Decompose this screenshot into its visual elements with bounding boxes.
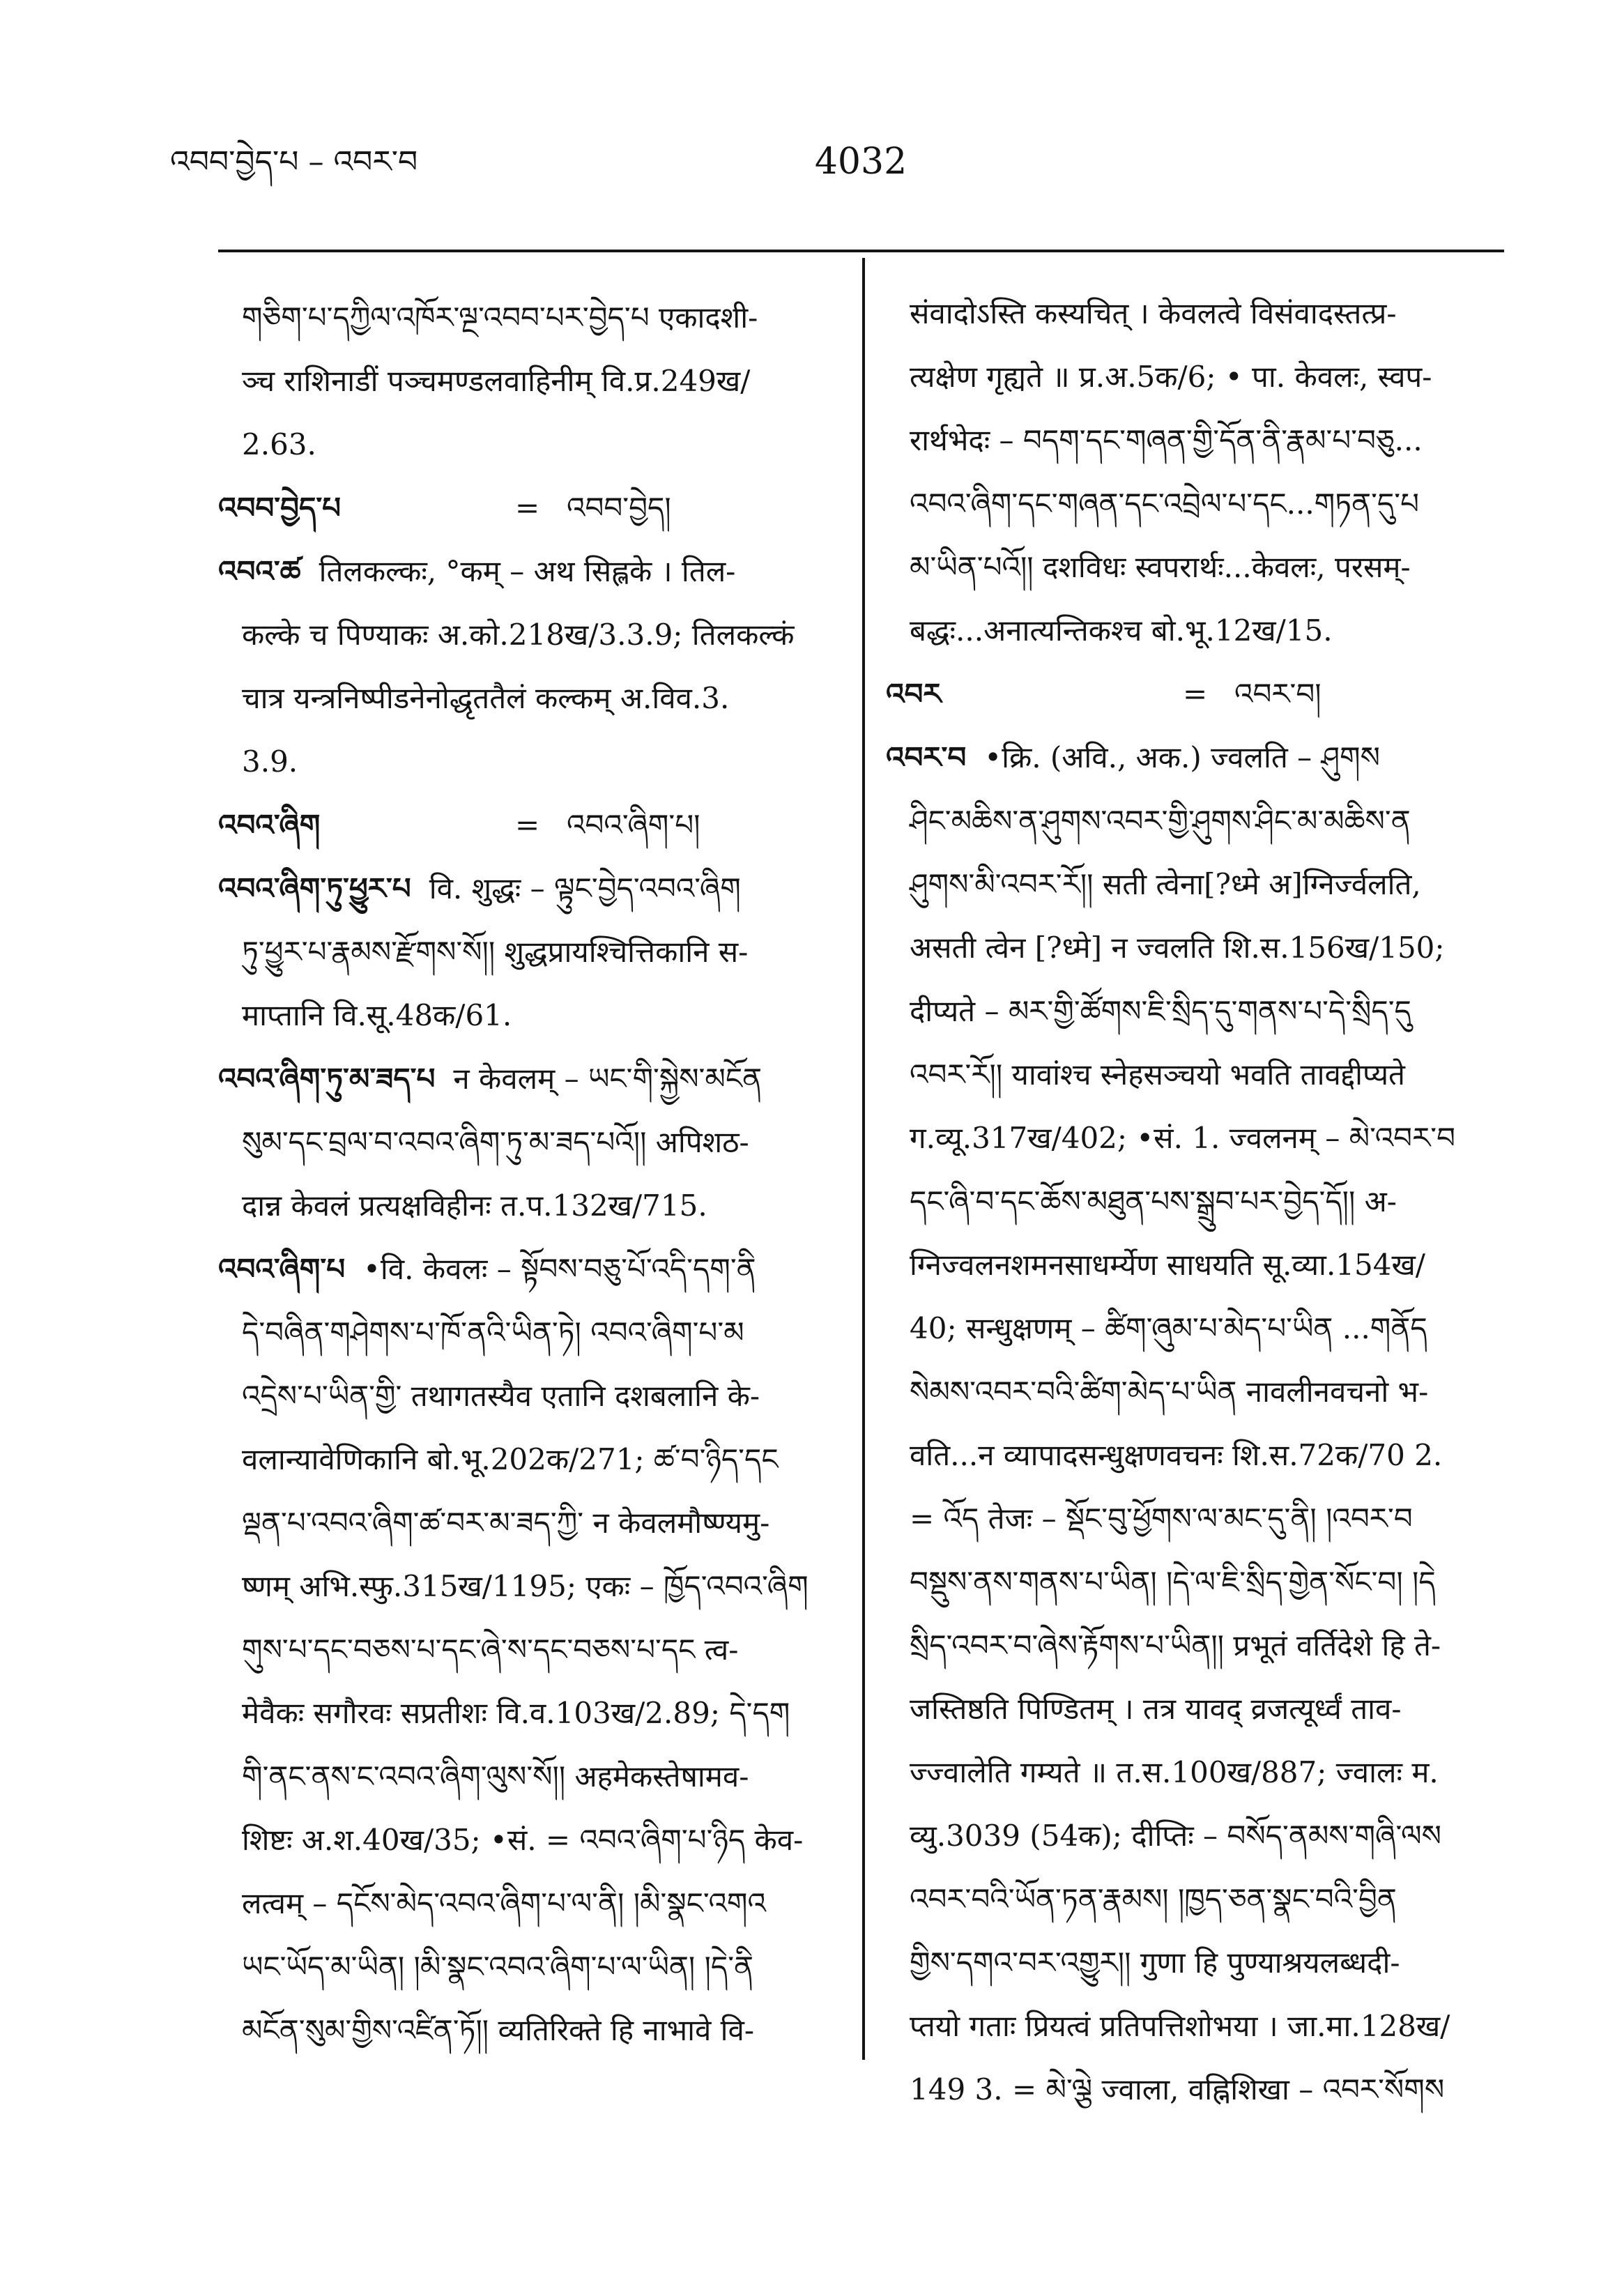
headword: འབའ་ཞིག་ཏུ་མ་ཟད་པ xyxy=(218,1062,436,1096)
cross-reference-target: འབབ་བྱེད། xyxy=(567,491,671,525)
text-line: ཡང་ཡོད་མ་ཡིན། །མི་སྣང་འབའ་ཞིག་པ་ལ་ཡིན། །དེ་ནི xyxy=(242,1950,754,1984)
text-line: वति...न व्यापादसन्धुक्षणवचनः शि.स.72क/70 2. xyxy=(910,1438,1443,1472)
headword: འབར་བ xyxy=(886,740,967,774)
header-rule xyxy=(218,250,1504,252)
column-divider xyxy=(862,258,865,2060)
text-line: असती त्वेन [?ध्मे] न ज्वलति शि.स.156ख/150; xyxy=(910,931,1445,965)
page-number: 4032 xyxy=(814,141,907,183)
text-line: ལྡན་པ་འབའ་ཞིག་ཚ་བར་མ་ཟད་ཀྱི་ न केवलमौष्ण्यमु- xyxy=(242,1506,770,1540)
text-line: འབའ་ཞིག་དང་གཞན་དང་འབྲེལ་པ་དང...གཏན་དུ་པ xyxy=(910,487,1419,521)
text-line: दान्न केवलं प्रत्यक्षविहीनः त.प.132ख/715. xyxy=(242,1188,707,1223)
headword: འབའ་ཞིག་ཏུ་ཕྱུར་པ xyxy=(218,871,411,905)
equals-sign: = xyxy=(1183,677,1208,711)
cross-reference-target: འབར་བ། xyxy=(1234,677,1322,711)
text-line: रार्थभेदः – བདག་དང་གཞན་གྱི་དོན་ནི་རྣམ་པ་བཅུ... xyxy=(910,423,1423,457)
text-line: चात्र यन्त्रनिष्पीडनेनोद्धृततैलं कल्कम् अ.विव.3. xyxy=(242,681,730,715)
text-line: संवादोऽस्ति कस्यचित् । केवलत्वे विसंवादस्तत्प्र- xyxy=(910,296,1397,330)
text-line: ཤུགས་མི་འབར་རོ།། सती त्वेना[?ध्मे अ]ग्निर्ज्वलति, xyxy=(910,867,1421,901)
equals-sign: = xyxy=(515,808,540,842)
text-line: 3.9. xyxy=(242,744,298,779)
text-line: གྱིས་དགའ་བར་འགྱུར།། गुणा हि पुण्याश्रयलब्धदी- xyxy=(910,1945,1400,1980)
text-line: སུམ་དང་བྲལ་བ་འབའ་ཞིག་ཏུ་མ་ཟད་པའོ།། अपिशठ- xyxy=(242,1125,749,1159)
text-line: དང་ཞི་བ་དང་ཆོས་མཐུན་པས་སྒྲུབ་པར་བྱེད་དོ།། अ- xyxy=(910,1184,1397,1218)
text-line: འབར་བའི་ཡོན་ཏན་རྣམས། །ཁྱད་ཅན་སྣང་བའི་བྱིན xyxy=(910,1882,1397,1916)
entry-line xyxy=(886,726,1504,789)
text-line: मेवैकः सगौरवः सप्रतीशः वि.व.103ख/2.89; དེ་དག xyxy=(242,1696,790,1730)
text-line: बद्धः...अनात्यन्तिकश्च बो.भू.12ख/15. xyxy=(910,613,1333,648)
text-line: དེ་བཞིན་གཤེགས་པ་ཁོ་ནའི་ཡིན་ཏེ། འབའ་ཞིག་པ་མ xyxy=(242,1315,744,1349)
text-line: = འོད तेजः – སྡོང་བུ་ཕྱོགས་ལ་མང་དུ་ནི། །འབར་བ xyxy=(910,1501,1413,1536)
text-line: वलान्यावेणिकानि बो.भू.202क/271; ཚ་བ་ཉིད་དང xyxy=(242,1442,779,1476)
headword: འབར xyxy=(886,677,942,711)
text-line: འབར་རོ།། यावांश्च स्नेहसञ्चयो भवति तावद्दीप्यते xyxy=(910,1057,1405,1092)
text-line: གུས་པ་དང་བཅས་པ་དང་ཞེ་ས་དང་བཅས་པ་དང त्व- xyxy=(242,1632,739,1667)
text-line: མ་ཡིན་པའོ།། दशविधः स्वपरार्थः...केवलः, परसम्- xyxy=(910,550,1411,584)
text-line: दीप्यते – མར་གྱི་ཚོགས་ཇི་སྲིད་དུ་གནས་པ་དེ་སྲིད་དུ xyxy=(910,994,1411,1028)
text-line: लत्वम् – དངོས་མེད་འབའ་ཞིག་པ་ལ་ནི། །མི་སྣང་འགའ xyxy=(242,1886,766,1920)
text-line: जस्तिष्ठति पिण्डितम् । तत्र यावद् व्रजत्यूर्ध्वं ताव- xyxy=(910,1692,1402,1726)
text-line: ཏུ་ཕྱུར་པ་རྣམས་རྫོགས་སོ།། शुद्धप्रायश्चित्तिकानि स- xyxy=(242,935,749,969)
entry-line xyxy=(218,540,842,603)
text-line: 149 3. = མེ་ལྕེ ज्वाला, वह्निशिखा – འབར་སོགས xyxy=(910,2072,1445,2106)
text-line: माप्तानि वि.सू.48क/61. xyxy=(242,998,512,1032)
definition-text: •क्रि. (अवि., अक.) ज्वलति – ཤུགས xyxy=(984,740,1380,774)
text-line: གི་ནང་ནས་ང་འབའ་ཞིག་ལུས་སོ།། अहमेकस्तेषामव- xyxy=(242,1759,749,1794)
equals-sign: = xyxy=(515,491,540,525)
text-line: व्यु.3039 (54क); दीप्तिः – བསོད་ནམས་གཞི་ལས xyxy=(910,1819,1442,1853)
running-head: འབབ་བྱེད་པ – འབར་བ xyxy=(170,144,418,180)
text-line: སེམས་འབར་བའི་ཚིག་མེད་པ་ཡིན नावलीनवचनो भ- xyxy=(910,1375,1429,1409)
definition-text: •वि. केवलः – སྟོབས་བཅུ་པོ་འདི་དག་ནི xyxy=(363,1252,756,1286)
text-line: ञ्च राशिनाडीं पञ्चमण्डलवाहिनीम् वि.प्र.249ख/ xyxy=(242,364,751,398)
entry-line xyxy=(218,1237,842,1301)
text-line: ग.व्यू.317ख/402; •सं. 1. ज्वलनम् – མེ་འབར་བ xyxy=(910,1121,1456,1155)
cross-reference-target: འབའ་ཞིག་པ། xyxy=(567,808,700,842)
cross-reference-line xyxy=(218,476,842,540)
text-line: སྲིད་འབར་བ་ཞེས་རྟོགས་པ་ཡིན།། प्रभूतं वर्तिदेशे हि ते- xyxy=(910,1628,1441,1662)
headword: འབའ་ཞིག xyxy=(218,808,321,842)
text-line: कल्के च पिण्याकः अ.को.218ख/3.3.9; तिलकल्कं xyxy=(242,618,795,652)
left-column xyxy=(218,286,842,2062)
headword: འབའ་ཚ xyxy=(218,554,301,588)
text-line: ཤིང་མཆིས་ན་ཤུགས་འབར་གྱི་ཤུགས་ཤིང་མ་མཆིས་ན xyxy=(910,804,1411,838)
text-line: त्यक्षेण गृह्यते ॥ प्र.अ.5क/6; • पा. केवलः, स्वप- xyxy=(910,360,1432,394)
definition-text: तिलकल्कः, °कम् – अथ सिह्लके । तिल- xyxy=(319,554,736,588)
text-line: མངོན་སུམ་གྱིས་འཛིན་ཏོ།། व्यतिरिक्ते हि नाभावे वि- xyxy=(242,2013,755,2047)
text-line: ग्निज्वलनशमनसाधर्म्येण साधयति सू.व्या.154ख/ xyxy=(910,1248,1425,1282)
cross-reference-line xyxy=(886,662,1504,726)
text-line: བསྡུས་ནས་གནས་པ་ཡིན། །དེ་ལ་ཇི་སྲིད་གྱེན་སོང་བ། །དེ xyxy=(910,1565,1436,1599)
right-column xyxy=(886,282,1504,2121)
headword: འབའ་ཞིག་པ xyxy=(218,1252,346,1286)
text-line: 40; सन्धुक्षणम् – ཚིག་ཞུམ་པ་མེད་པ་ཡིན ...གནོད xyxy=(910,1311,1427,1345)
entry-line xyxy=(218,857,842,920)
text-line: ष्णम् अभि.स्फु.315ख/1195; एकः – ཁྱོད་འབའ་ཞིག xyxy=(242,1569,809,1603)
entry-line xyxy=(218,1047,842,1110)
text-line: 2.63. xyxy=(242,427,316,461)
text-line: शिष्टः अ.श.40ख/35; •सं. = འབའ་ཞིག་པ་ཉིད केव- xyxy=(242,1823,804,1857)
text-line: प्तयो गताः प्रियत्वं प्रतिपत्तिशोभया । जा.मा.128ख/ xyxy=(910,2009,1450,2043)
definition-text: न केवलम् – ཡང་གི་སྐྱེས་མངོན xyxy=(453,1062,763,1096)
text-line: འདྲེས་པ་ཡིན་གྱི་ तथागतस्यैव एतानि दशबलानि के- xyxy=(242,1379,760,1413)
text-line: ज्ज्वालेति गम्यते ॥ त.स.100ख/887; ज्वालः म. xyxy=(910,1755,1439,1789)
headword: འབབ་བྱེད་པ xyxy=(218,491,342,525)
text-line: གཅིག་པ་དཀྱིལ་འཁོར་ལྔ་འབབ་པར་བྱེད་པ एकादशी- xyxy=(242,300,758,335)
cross-reference-line xyxy=(218,793,842,857)
definition-text: वि. शुद्धः – ལྟུང་བྱེད་འབའ་ཞིག xyxy=(429,871,741,905)
